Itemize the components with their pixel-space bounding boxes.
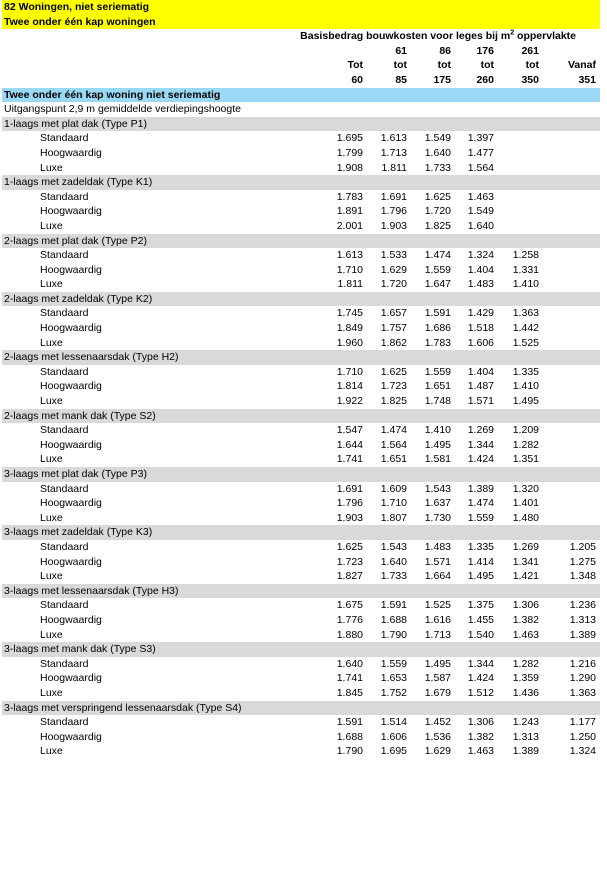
value-cell: 1.177 [569, 716, 596, 729]
group-list [2, 117, 600, 759]
row-label: Luxe [40, 570, 63, 583]
column-header-cell: tot [480, 59, 494, 72]
table-row [2, 277, 600, 292]
row-label: Standaard [40, 716, 89, 729]
value-cell: 1.723 [336, 555, 363, 568]
value-cell: 1.710 [336, 263, 363, 276]
table-row [2, 452, 600, 467]
table-row [2, 482, 600, 497]
table-row [2, 146, 600, 161]
table-row [2, 306, 600, 321]
value-cell: 1.647 [424, 278, 451, 291]
column-header-cell: 61 [395, 44, 407, 57]
table-row [2, 423, 600, 438]
value-cell: 1.282 [512, 657, 539, 670]
value-cell: 1.796 [380, 205, 407, 218]
value-cell: 1.613 [380, 132, 407, 145]
table-row [2, 263, 600, 278]
row-label: Luxe [40, 628, 63, 641]
row-label: Hoogwaardig [40, 380, 102, 393]
row-label: Luxe [40, 219, 63, 232]
value-cell: 1.495 [467, 570, 494, 583]
table-row [2, 336, 600, 351]
value-cell: 1.675 [336, 599, 363, 612]
row-label: Standaard [40, 307, 89, 320]
value-cell: 1.549 [467, 205, 494, 218]
value-cell: 1.518 [467, 322, 494, 335]
value-cell: 1.306 [512, 599, 539, 612]
value-cell: 1.849 [336, 322, 363, 335]
value-cell: 1.845 [336, 686, 363, 699]
value-cell: 1.389 [569, 628, 596, 641]
value-cell: 1.344 [467, 438, 494, 451]
value-cell: 1.335 [467, 540, 494, 553]
group-header: 1-laags met zadeldak (Type K1) [2, 175, 600, 190]
row-label: Luxe [40, 745, 63, 758]
table-row [2, 730, 600, 745]
value-cell: 1.688 [336, 730, 363, 743]
value-cell: 1.776 [336, 613, 363, 626]
row-label: Luxe [40, 278, 63, 291]
table-row [2, 540, 600, 555]
column-header-cell: 60 [351, 73, 363, 86]
column-header-cell: 351 [578, 73, 596, 86]
column-header-row-3 [2, 73, 600, 88]
value-cell: 1.258 [512, 249, 539, 262]
value-cell: 1.429 [467, 307, 494, 320]
value-cell: 1.625 [336, 540, 363, 553]
value-cell: 1.525 [512, 336, 539, 349]
value-cell: 1.564 [467, 161, 494, 174]
value-cell: 1.720 [424, 205, 451, 218]
value-cell: 1.410 [424, 424, 451, 437]
table-row [2, 686, 600, 701]
group-header: 3-laags met lessenaarsdak (Type H3) [2, 584, 600, 599]
value-cell: 1.720 [380, 278, 407, 291]
value-cell: 1.348 [569, 570, 596, 583]
value-cell: 1.644 [336, 438, 363, 451]
value-cell: 1.591 [380, 599, 407, 612]
value-cell: 1.748 [424, 395, 451, 408]
value-cell: 1.397 [467, 132, 494, 145]
row-label: Standaard [40, 132, 89, 145]
value-cell: 1.688 [380, 613, 407, 626]
row-label: Hoogwaardig [40, 613, 102, 626]
value-cell: 1.543 [424, 482, 451, 495]
value-cell: 1.463 [467, 745, 494, 758]
value-cell: 1.410 [512, 380, 539, 393]
value-cell: 1.757 [380, 322, 407, 335]
value-cell: 1.807 [380, 511, 407, 524]
value-cell: 1.463 [467, 190, 494, 203]
row-label: Luxe [40, 161, 63, 174]
value-cell: 1.401 [512, 497, 539, 510]
row-label: Standaard [40, 249, 89, 262]
row-label: Standaard [40, 190, 89, 203]
group-header: 1-laags met plat dak (Type P1) [2, 117, 600, 132]
row-label: Hoogwaardig [40, 555, 102, 568]
value-cell: 1.389 [512, 745, 539, 758]
value-cell: 1.796 [336, 497, 363, 510]
value-cell: 1.331 [512, 263, 539, 276]
table-row [2, 219, 600, 234]
column-header-cell: tot [393, 59, 407, 72]
value-cell: 1.324 [467, 249, 494, 262]
value-cell: 1.359 [512, 672, 539, 685]
value-cell: 1.480 [512, 511, 539, 524]
column-header-row-1 [2, 44, 600, 59]
row-label: Standaard [40, 599, 89, 612]
value-cell: 1.216 [569, 657, 596, 670]
value-cell: 1.664 [424, 570, 451, 583]
value-cell: 1.436 [512, 686, 539, 699]
value-cell: 1.341 [512, 555, 539, 568]
value-cell: 1.474 [424, 249, 451, 262]
value-cell: 1.236 [569, 599, 596, 612]
value-cell: 1.653 [380, 672, 407, 685]
value-cell: 1.540 [467, 628, 494, 641]
value-cell: 1.282 [512, 438, 539, 451]
value-cell: 1.290 [569, 672, 596, 685]
value-cell: 1.657 [380, 307, 407, 320]
group-header: 3-laags met verspringend lessenaarsdak (Type S4) [2, 701, 600, 716]
value-cell: 1.790 [336, 745, 363, 758]
value-cell: 1.269 [467, 424, 494, 437]
value-cell: 1.880 [336, 628, 363, 641]
row-label: Hoogwaardig [40, 322, 102, 335]
value-cell: 1.741 [336, 453, 363, 466]
value-cell: 1.495 [424, 657, 451, 670]
row-label: Standaard [40, 424, 89, 437]
value-cell: 1.250 [569, 730, 596, 743]
table-row [2, 131, 600, 146]
row-label: Luxe [40, 511, 63, 524]
value-cell: 1.695 [380, 745, 407, 758]
value-cell: 1.713 [424, 628, 451, 641]
value-cell: 1.375 [467, 599, 494, 612]
value-cell: 1.512 [467, 686, 494, 699]
value-cell: 1.477 [467, 146, 494, 159]
value-cell: 1.514 [380, 716, 407, 729]
value-cell: 1.463 [512, 628, 539, 641]
value-cell: 1.679 [424, 686, 451, 699]
group-header: 3-laags met mank dak (Type S3) [2, 642, 600, 657]
value-cell: 1.275 [569, 555, 596, 568]
value-cell: 1.695 [336, 132, 363, 145]
value-cell: 1.581 [424, 453, 451, 466]
group-header: 2-laags met plat dak (Type P2) [2, 234, 600, 249]
value-cell: 1.640 [467, 219, 494, 232]
row-label: Hoogwaardig [40, 263, 102, 276]
value-cell: 1.483 [467, 278, 494, 291]
table-row [2, 394, 600, 409]
value-cell: 1.424 [467, 453, 494, 466]
group-header: 2-laags met lessenaarsdak (Type H2) [2, 350, 600, 365]
table-row [2, 715, 600, 730]
table-row [2, 190, 600, 205]
value-cell: 1.483 [424, 540, 451, 553]
group-header: 3-laags met plat dak (Type P3) [2, 467, 600, 482]
column-header-cell: 85 [395, 73, 407, 86]
value-cell: 1.922 [336, 395, 363, 408]
table-row [2, 671, 600, 686]
value-cell: 1.474 [380, 424, 407, 437]
value-cell: 1.710 [380, 497, 407, 510]
row-label: Hoogwaardig [40, 497, 102, 510]
row-label: Hoogwaardig [40, 146, 102, 159]
value-cell: 2.001 [336, 219, 363, 232]
column-header-title: Basisbedrag bouwkosten voor leges bij $m^2$ oppervlakte [300, 29, 576, 43]
value-cell: 1.825 [380, 395, 407, 408]
value-cell: 1.320 [512, 482, 539, 495]
group-header: 3-laags met zadeldak (Type K3) [2, 525, 600, 540]
value-cell: 1.891 [336, 205, 363, 218]
value-cell: 1.814 [336, 380, 363, 393]
table-row [2, 365, 600, 380]
table-row [2, 657, 600, 672]
table-row [2, 569, 600, 584]
value-cell: 1.591 [424, 307, 451, 320]
column-header-title-row [2, 29, 600, 44]
value-cell: 1.414 [467, 555, 494, 568]
value-cell: 1.571 [467, 395, 494, 408]
value-cell: 1.606 [380, 730, 407, 743]
value-cell: 1.591 [336, 716, 363, 729]
value-cell: 1.827 [336, 570, 363, 583]
value-cell: 1.640 [380, 555, 407, 568]
value-cell: 1.741 [336, 672, 363, 685]
row-label: Luxe [40, 686, 63, 699]
value-cell: 1.324 [569, 745, 596, 758]
value-cell: 1.783 [424, 336, 451, 349]
row-label: Luxe [40, 395, 63, 408]
value-cell: 1.733 [380, 570, 407, 583]
section-title: Twee onder één kap woning niet seriematig [2, 88, 600, 103]
value-cell: 1.313 [512, 730, 539, 743]
value-cell: 1.606 [467, 336, 494, 349]
value-cell: 1.811 [337, 278, 363, 291]
value-cell: 1.571 [424, 555, 451, 568]
column-header-cell: 261 [521, 44, 539, 57]
value-cell: 1.903 [380, 219, 407, 232]
spreadsheet [2, 0, 600, 759]
table-row [2, 744, 600, 759]
table-row [2, 555, 600, 570]
value-cell: 1.625 [380, 365, 407, 378]
value-cell: 1.205 [569, 540, 596, 553]
value-cell: 1.637 [424, 497, 451, 510]
group-header: 2-laags met zadeldak (Type K2) [2, 292, 600, 307]
document-subtitle: Twee onder één kap woningen [2, 15, 600, 30]
table-row [2, 496, 600, 511]
table-row [2, 628, 600, 643]
value-cell: 1.313 [569, 613, 596, 626]
column-header-cell: 176 [476, 44, 494, 57]
value-cell: 1.474 [467, 497, 494, 510]
table-row [2, 161, 600, 176]
value-cell: 1.351 [512, 453, 539, 466]
value-cell: 1.730 [424, 511, 451, 524]
column-header-cell: 350 [521, 73, 539, 86]
value-cell: 1.710 [336, 365, 363, 378]
value-cell: 1.363 [569, 686, 596, 699]
value-cell: 1.651 [380, 453, 407, 466]
table-row [2, 321, 600, 336]
value-cell: 1.752 [380, 686, 407, 699]
value-cell: 1.613 [336, 249, 363, 262]
value-cell: 1.243 [512, 716, 539, 729]
value-cell: 1.269 [512, 540, 539, 553]
value-cell: 1.543 [380, 540, 407, 553]
table-row [2, 511, 600, 526]
value-cell: 1.960 [336, 336, 363, 349]
section-note: Uitgangspunt 2,9 m gemiddelde verdiepingshoogte [4, 103, 241, 116]
value-cell: 1.691 [336, 482, 363, 495]
value-cell: 1.404 [467, 365, 494, 378]
value-cell: 1.723 [380, 380, 407, 393]
column-header-cell: Tot [347, 59, 363, 72]
column-header-row-2 [2, 58, 600, 73]
value-cell: 1.811 [381, 161, 407, 174]
value-cell: 1.344 [467, 657, 494, 670]
value-cell: 1.616 [424, 613, 451, 626]
value-cell: 1.640 [336, 657, 363, 670]
value-cell: 1.525 [424, 599, 451, 612]
value-cell: 1.382 [512, 613, 539, 626]
value-cell: 1.783 [336, 190, 363, 203]
value-cell: 1.306 [467, 716, 494, 729]
row-label: Standaard [40, 657, 89, 670]
table-row [2, 248, 600, 263]
table-row [2, 613, 600, 628]
value-cell: 1.495 [512, 395, 539, 408]
value-cell: 1.209 [512, 424, 539, 437]
value-cell: 1.559 [380, 657, 407, 670]
value-cell: 1.625 [424, 190, 451, 203]
row-label: Hoogwaardig [40, 730, 102, 743]
value-cell: 1.862 [380, 336, 407, 349]
table-row [2, 379, 600, 394]
column-header-cell: 260 [476, 73, 494, 86]
group-header: 2-laags met mank dak (Type S2) [2, 409, 600, 424]
value-cell: 1.363 [512, 307, 539, 320]
table-row [2, 598, 600, 613]
value-cell: 1.908 [336, 161, 363, 174]
value-cell: 1.713 [380, 146, 407, 159]
row-label: Standaard [40, 482, 89, 495]
value-cell: 1.564 [380, 438, 407, 451]
value-cell: 1.790 [380, 628, 407, 641]
value-cell: 1.609 [380, 482, 407, 495]
value-cell: 1.587 [424, 672, 451, 685]
value-cell: 1.495 [424, 438, 451, 451]
row-label: Standaard [40, 365, 89, 378]
column-header-cell: tot [525, 59, 539, 72]
value-cell: 1.536 [424, 730, 451, 743]
row-label: Standaard [40, 540, 89, 553]
row-label: Luxe [40, 453, 63, 466]
table-row [2, 438, 600, 453]
value-cell: 1.629 [424, 745, 451, 758]
value-cell: 1.404 [467, 263, 494, 276]
value-cell: 1.487 [467, 380, 494, 393]
value-cell: 1.640 [424, 146, 451, 159]
value-cell: 1.559 [424, 365, 451, 378]
value-cell: 1.691 [380, 190, 407, 203]
value-cell: 1.410 [512, 278, 539, 291]
value-cell: 1.389 [467, 482, 494, 495]
value-cell: 1.424 [467, 672, 494, 685]
value-cell: 1.651 [424, 380, 451, 393]
value-cell: 1.549 [424, 132, 451, 145]
value-cell: 1.533 [380, 249, 407, 262]
value-cell: 1.629 [380, 263, 407, 276]
value-cell: 1.442 [512, 322, 539, 335]
value-cell: 1.799 [336, 146, 363, 159]
value-cell: 1.421 [512, 570, 539, 583]
document-title: 82 Woningen, niet seriematig [2, 0, 600, 15]
value-cell: 1.559 [467, 511, 494, 524]
value-cell: 1.547 [336, 424, 363, 437]
value-cell: 1.733 [424, 161, 451, 174]
table-row [2, 204, 600, 219]
column-header-cell: 175 [433, 73, 451, 86]
value-cell: 1.686 [424, 322, 451, 335]
value-cell: 1.382 [467, 730, 494, 743]
row-label: Hoogwaardig [40, 438, 102, 451]
value-cell: 1.559 [424, 263, 451, 276]
row-label: Hoogwaardig [40, 672, 102, 685]
value-cell: 1.452 [424, 716, 451, 729]
value-cell: 1.745 [336, 307, 363, 320]
value-cell: 1.903 [336, 511, 363, 524]
row-label: Hoogwaardig [40, 205, 102, 218]
column-header-cell: Vanaf [567, 59, 596, 72]
row-label: Luxe [40, 336, 63, 349]
value-cell: 1.335 [512, 365, 539, 378]
value-cell: 1.825 [424, 219, 451, 232]
column-header-cell: 86 [439, 44, 451, 57]
column-header-cell: tot [437, 59, 451, 72]
value-cell: 1.455 [467, 613, 494, 626]
